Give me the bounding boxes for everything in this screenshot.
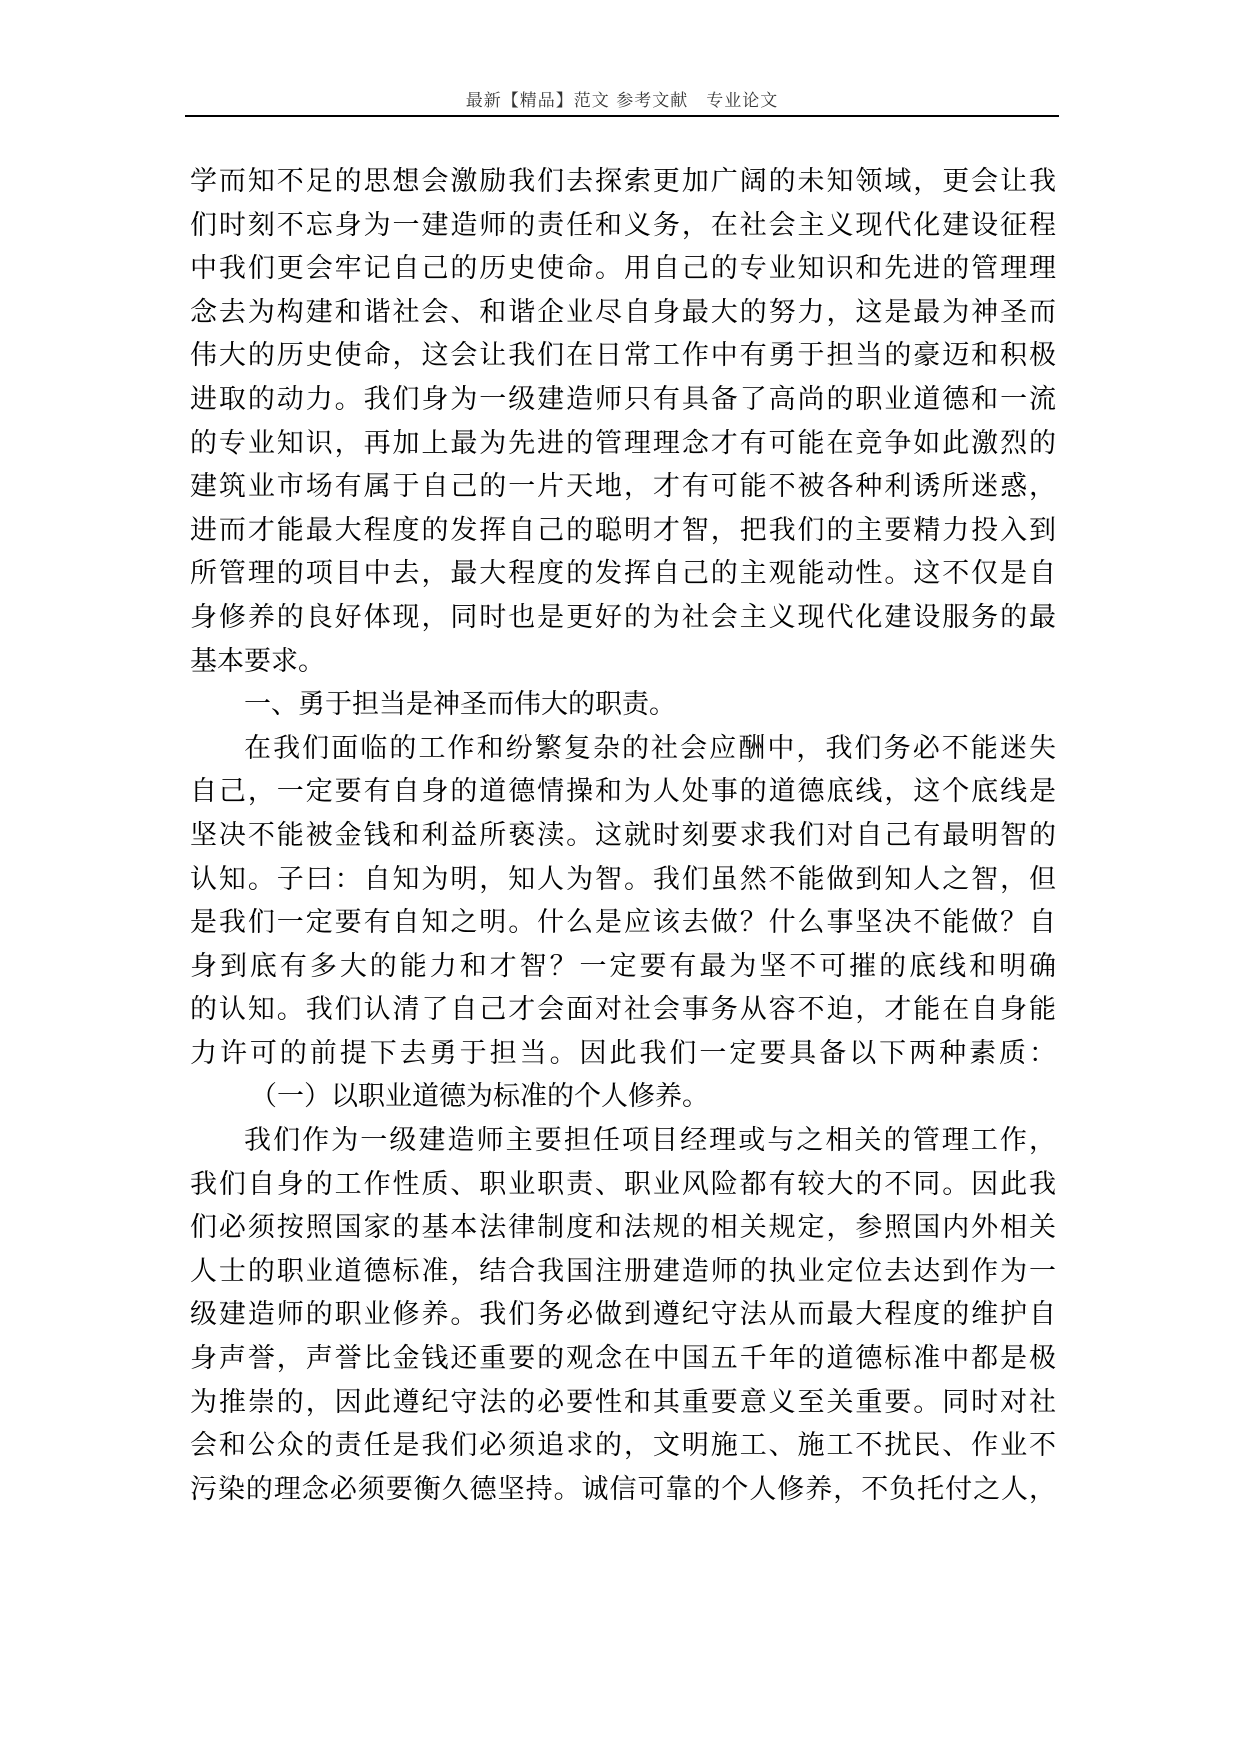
text-line: 是我们一定要有自知之明。什么是应该去做？什么事坚决不能做？自 — [190, 907, 1056, 939]
text-line: 进而才能最大程度的发挥自己的聪明才智，把我们的主要精力投入到 — [190, 514, 1056, 546]
text-line: 我们自身的工作性质、职业职责、职业风险都有较大的不同。因此我 — [190, 1168, 1056, 1200]
text-line: 身到底有多大的能力和才智？一定要有最为坚不可摧的底线和明确 — [190, 950, 1056, 982]
section-heading: （一）以职业道德为标准的个人修养。 — [250, 1081, 709, 1113]
text-line: 为推崇的，因此遵纪守法的必要性和其重要意义至关重要。同时对社 — [190, 1386, 1056, 1418]
text-line: 我们作为一级建造师主要担任项目经理或与之相关的管理工作， — [244, 1125, 1056, 1157]
text-line: 自己，一定要有自身的道德情操和为人处事的道德底线，这个底线是 — [190, 776, 1056, 808]
text-line: 学而知不足的思想会激励我们去探索更加广阔的未知领域，更会让我 — [190, 166, 1056, 197]
text-line: 身修养的良好体现，同时也是更好的为社会主义现代化建设服务的最 — [190, 601, 1056, 633]
document-body — [190, 160, 1056, 1511]
text-line: 念去为构建和谐社会、和谐企业尽自身最大的努力，这是最为神圣而 — [190, 296, 1056, 328]
text-line: 在我们面临的工作和纷繁复杂的社会应酬中，我们务必不能迷失 — [244, 732, 1056, 764]
page-header: 最新【精品】范文 参考文献 专业论文 — [465, 91, 779, 111]
text-line: 的认知。我们认清了自己才会面对社会事务从容不迫，才能在自身能 — [190, 994, 1056, 1026]
text-line: 所管理的项目中去，最大程度的发挥自己的主观能动性。这不仅是自 — [190, 558, 1056, 590]
text-line: 污染的理念必须要衡久德坚持。诚信可靠的个人修养，不负托付之人， — [190, 1473, 1056, 1505]
text-line: 建筑业市场有属于自己的一片天地，才有可能不被各种利诱所迷惑， — [190, 471, 1056, 503]
text-line: 的专业知识，再加上最为先进的管理理念才有可能在竞争如此激烈的 — [190, 427, 1056, 459]
text-line: 会和公众的责任是我们必须追求的，文明施工、施工不扰民、作业不 — [190, 1430, 1056, 1462]
text-line: 人士的职业道德标准，结合我国注册建造师的执业定位去达到作为一 — [190, 1255, 1056, 1287]
text-line: 们必须按照国家的基本法律制度和法规的相关规定，参照国内外相关 — [190, 1212, 1056, 1244]
text-line: 伟大的历史使命，这会让我们在日常工作中有勇于担当的豪迈和积极 — [190, 340, 1056, 372]
text-line: 坚决不能被金钱和利益所亵渎。这就时刻要求我们对自己有最明智的 — [190, 819, 1056, 851]
text-line: 进取的动力。我们身为一级建造师只有具备了高尚的职业道德和一流 — [190, 383, 1056, 415]
text-line: 中我们更会牢记自己的历史使命。用自己的专业知识和先进的管理理 — [190, 253, 1056, 285]
text-line: 力许可的前提下去勇于担当。因此我们一定要具备以下两种素质： — [190, 1037, 1056, 1069]
text-line: 级建造师的职业修养。我们务必做到遵纪守法从而最大程度的维护自 — [190, 1299, 1056, 1331]
header-divider — [185, 115, 1059, 117]
section-heading: 一、勇于担当是神圣而伟大的职责。 — [244, 689, 676, 721]
text-line: 基本要求。 — [190, 645, 325, 677]
text-line: 身声誉，声誉比金钱还重要的观念在中国五千年的道德标准中都是极 — [190, 1343, 1056, 1375]
text-line: 认知。子曰：自知为明，知人为智。我们虽然不能做到知人之智，但 — [190, 863, 1056, 895]
text-line: 们时刻不忘身为一建造师的责任和义务，在社会主义现代化建设征程 — [190, 209, 1056, 241]
